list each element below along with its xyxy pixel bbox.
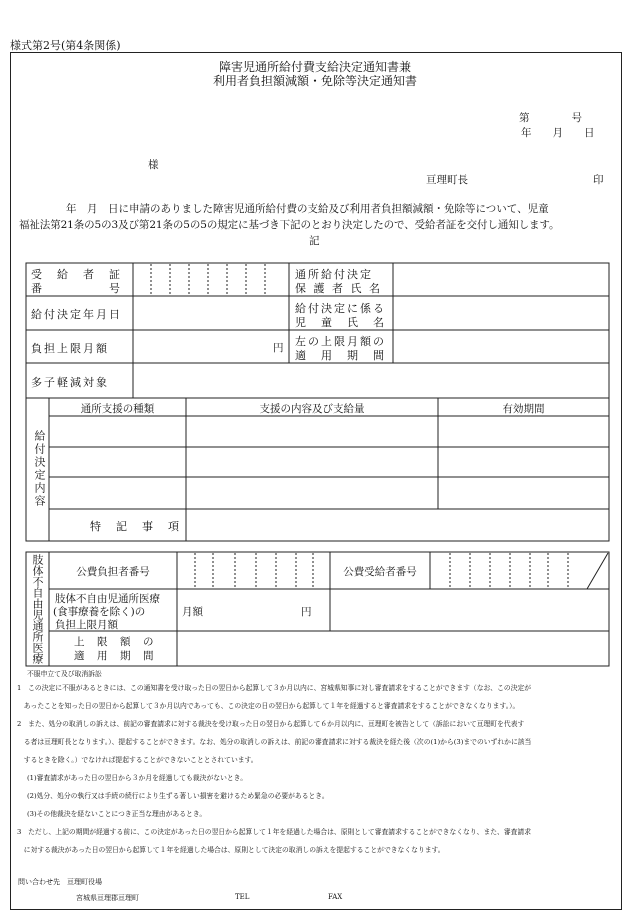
limit-period-label-2: 適 用 期 間 [74, 650, 155, 662]
appeal-notes [17, 670, 622, 855]
issue-date: 年 月 日 [521, 127, 595, 139]
note-line: するときを除く。）でなければ提起することができないこととされています。 [17, 756, 258, 764]
body-line-1: 年 月 日に申請のありました障害児通所給付費の支給及び利用者負担額減額・免除等について、児童 [66, 203, 549, 215]
note-line: 1 この決定に不服があるときには、この通知書を受け取った日の翌日から起算して３か月以内に、宮城県知事に対し審査請求をすることができます（なお、この決定が [17, 684, 532, 692]
contact-label: 問い合わせ先 亘理町役場 [18, 878, 102, 886]
recipient-no-label-1: 受 給 者 証 [31, 268, 122, 281]
note-line: る者は亘理町長となります。）、提起することができます。なお、処分の取消しの訴えは、前記の審査請求に対する裁決を経た後（次の(1)から(3)までのいずれかに該当 [17, 738, 532, 746]
medical-vertical-label: 肢体不自由児通所医療 [31, 554, 44, 664]
recipient-no-label-2: 番 号 [31, 282, 122, 295]
note-line: に対する裁決があった日の翌日から起算して１年を経過した場合は、原則として決定の取消しの訴えを提起することができなくなります。 [17, 846, 445, 854]
note-line: あったことを知った日の翌日から起算して３か月以内であっても、この決定の日の翌日から起算して１年を経過すると審査請求をすることができなくなります。）。 [17, 702, 520, 710]
contact-address: 宮城県亘理郡亘理町 [76, 894, 139, 902]
monthly-limit-label: 負担上限月額 [31, 342, 109, 355]
note-line: (1)審査請求があった日の翌日から３か月を経過しても裁決がないとき。 [27, 774, 247, 782]
payer-no-label: 公費負担者番号 [76, 566, 150, 578]
child-label-2: 児 童 氏 名 [295, 316, 386, 329]
contact-fax: FAX [328, 893, 343, 901]
col-type-header: 通所支援の種類 [80, 403, 155, 415]
document-number: 第 号 [519, 112, 582, 124]
special-notes-label: 特 記 事 項 [90, 520, 181, 533]
guardian-label-1: 通所給付決定 [295, 268, 373, 281]
beneficiary-no-label: 公費受給者番号 [343, 566, 417, 578]
yen-label: 円 [273, 342, 284, 354]
notes-heading: 不服申立て及び取消訴訟 [27, 670, 102, 678]
note-line: 3 ただし、上記の期間が経過する前に、この決定があった日の翌日から起算して１年を経過した場合は、原則として審査請求することができなくなり、また、審査請求 [17, 828, 532, 836]
title-line-1: 障害児通所給付費支給決定通知書兼 [218, 60, 411, 74]
content-vertical-label: 給付決定内容 [33, 430, 46, 508]
monthly-label: 月額 [182, 606, 203, 618]
ki-note: 記 [309, 235, 320, 247]
medical-limit-label-3: 負担上限月額 [55, 619, 118, 631]
col-content-header: 支援の内容及び支給量 [259, 403, 365, 415]
child-label-1: 給付決定に係る [295, 302, 386, 315]
note-line: (2)処分、処分の執行又は手続の続行により生ずる著しい損害を避けるため緊急の必要があるとき。 [27, 792, 329, 800]
col-valid-header: 有効期間 [502, 403, 545, 415]
title-line-2: 利用者負担額減額・免除等決定通知書 [212, 74, 417, 88]
contact-tel: TEL [235, 893, 250, 901]
form-number: 様式第2号(第4条関係) [10, 39, 121, 52]
seal-mark: 印 [593, 174, 604, 186]
body-line-2: 福祉法第21条の5の3及び第21条の5の5の規定に基づき下記のとおり決定したので、受給者証を交付し通知します。 [19, 219, 560, 231]
period-label-1: 左の上限月額の [295, 335, 386, 348]
decision-date-label: 給付決定年月日 [31, 308, 122, 321]
medical-limit-label-2: (食事療養を除く)の [53, 606, 146, 618]
medical-yen-label: 円 [301, 606, 312, 618]
limit-period-label-1: 上 限 額 の [74, 636, 155, 648]
multi-child-label: 多子軽減対象 [31, 376, 109, 389]
note-line: 2 また、処分の取消しの訴えは、前記の審査請求に対する裁決を受け取った日の翌日から起算して６か月以内に、亘理町を被告として（訴訟において亘理町を代表す [17, 720, 525, 728]
issuer-name: 亘理町長 [426, 174, 468, 186]
period-label-2: 適 用 期 間 [295, 349, 386, 362]
note-line: (3)その他裁決を経ないことにつき正当な理由があるとき。 [27, 810, 207, 818]
guardian-label-2: 保 護 者 氏 名 [295, 282, 382, 295]
medical-limit-label-1: 肢体不自由児通所医療 [55, 593, 160, 605]
recipient-suffix: 様 [148, 159, 159, 171]
